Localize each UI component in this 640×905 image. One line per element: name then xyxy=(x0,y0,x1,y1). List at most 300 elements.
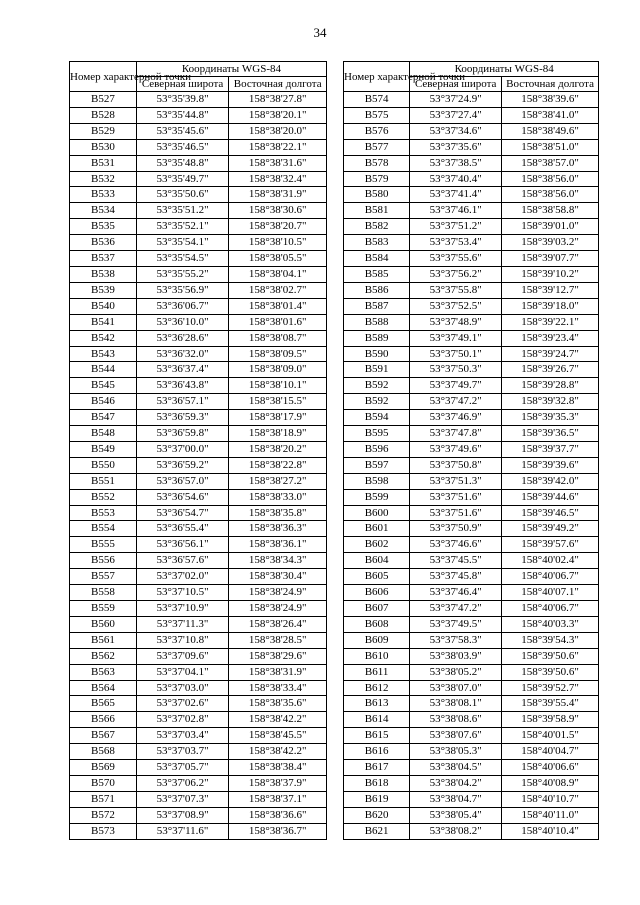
point-number-cell: B576 xyxy=(344,123,410,139)
point-number-cell: B574 xyxy=(344,92,410,108)
point-number-cell: B602 xyxy=(344,537,410,553)
longitude-cell: 158°38'29.6" xyxy=(229,648,327,664)
latitude-cell: 53°37'46.6" xyxy=(410,537,502,553)
latitude-cell: 53°37'40.4" xyxy=(410,171,502,187)
longitude-cell: 158°39'18.0" xyxy=(502,298,599,314)
latitude-cell: 53°36'57.1" xyxy=(136,394,229,410)
point-number-cell: B595 xyxy=(344,426,410,442)
table-row xyxy=(344,410,599,426)
latitude-cell: 53°38'08.2" xyxy=(410,823,502,839)
point-number-cell: B558 xyxy=(70,585,137,601)
point-number-cell: B562 xyxy=(70,648,137,664)
latitude-cell: 53°37'52.5" xyxy=(410,298,502,314)
table-row xyxy=(344,203,599,219)
latitude-cell: 53°37'11.3" xyxy=(136,616,229,632)
point-number-cell: B600 xyxy=(344,505,410,521)
table-row xyxy=(70,187,327,203)
point-number-cell: B557 xyxy=(70,569,137,585)
latitude-cell: 53°37'00.0" xyxy=(136,441,229,457)
latitude-cell: 53°35'39.8" xyxy=(136,92,229,108)
latitude-cell: 53°37'46.9" xyxy=(410,410,502,426)
table-row xyxy=(344,139,599,155)
table-row xyxy=(344,585,599,601)
longitude-cell: 158°39'57.6" xyxy=(502,537,599,553)
table-row xyxy=(70,696,327,712)
point-number-cell: B565 xyxy=(70,696,137,712)
longitude-cell: 158°40'07.1" xyxy=(502,585,599,601)
point-number-cell: B528 xyxy=(70,107,137,123)
point-number-cell: B604 xyxy=(344,553,410,569)
table-row xyxy=(70,473,327,489)
latitude-cell: 53°36'43.8" xyxy=(136,378,229,394)
latitude-cell: 53°35'48.8" xyxy=(136,155,229,171)
table-row xyxy=(70,123,327,139)
table-row xyxy=(70,426,327,442)
longitude-cell: 158°38'24.9" xyxy=(229,601,327,617)
longitude-cell: 158°38'49.6" xyxy=(502,123,599,139)
point-number-cell: B561 xyxy=(70,632,137,648)
longitude-cell: 158°39'49.2" xyxy=(502,521,599,537)
latitude-cell: 53°37'41.4" xyxy=(410,187,502,203)
point-number-cell: B542 xyxy=(70,330,137,346)
table-row xyxy=(70,282,327,298)
latitude-cell: 53°35'44.8" xyxy=(136,107,229,123)
table-row xyxy=(70,362,327,378)
longitude-cell: 158°38'27.2" xyxy=(229,473,327,489)
longitude-cell: 158°38'36.6" xyxy=(229,807,327,823)
point-number-cell: B536 xyxy=(70,235,137,251)
longitude-cell: 158°38'30.4" xyxy=(229,569,327,585)
table-row xyxy=(344,632,599,648)
point-column-header: Номер характерной точки xyxy=(70,62,137,92)
point-number-cell: B551 xyxy=(70,473,137,489)
point-number-cell: B596 xyxy=(344,441,410,457)
latitude-cell: 53°37'49.5" xyxy=(410,616,502,632)
longitude-cell: 158°38'20.2" xyxy=(229,441,327,457)
longitude-cell: 158°39'01.0" xyxy=(502,219,599,235)
point-number-cell: B548 xyxy=(70,426,137,442)
latitude-cell: 53°36'57.6" xyxy=(136,553,229,569)
point-number-cell: B605 xyxy=(344,569,410,585)
table-row xyxy=(70,378,327,394)
table-row xyxy=(344,712,599,728)
latitude-cell: 53°37'11.6" xyxy=(136,823,229,839)
point-number-cell: B546 xyxy=(70,394,137,410)
point-number-cell: B598 xyxy=(344,473,410,489)
table-row xyxy=(70,489,327,505)
point-number-cell: B594 xyxy=(344,410,410,426)
latitude-cell: 53°38'05.3" xyxy=(410,744,502,760)
longitude-cell: 158°38'38.4" xyxy=(229,760,327,776)
point-number-cell: B587 xyxy=(344,298,410,314)
table-body xyxy=(344,92,599,840)
latitude-cell: 53°37'46.1" xyxy=(410,203,502,219)
longitude-cell: 158°38'35.6" xyxy=(229,696,327,712)
table-row xyxy=(344,489,599,505)
point-number-cell: B527 xyxy=(70,92,137,108)
latitude-cell: 53°37'58.3" xyxy=(410,632,502,648)
latitude-cell: 53°37'53.4" xyxy=(410,235,502,251)
longitude-cell: 158°38'31.6" xyxy=(229,155,327,171)
table-row xyxy=(344,537,599,553)
point-number-cell: B554 xyxy=(70,521,137,537)
point-number-cell: B610 xyxy=(344,648,410,664)
point-number-cell: B581 xyxy=(344,203,410,219)
table-row xyxy=(344,823,599,839)
table-row xyxy=(70,616,327,632)
latitude-cell: 53°37'49.6" xyxy=(410,441,502,457)
point-number-cell: B573 xyxy=(70,823,137,839)
point-number-cell: B552 xyxy=(70,489,137,505)
point-number-cell: B556 xyxy=(70,553,137,569)
longitude-cell: 158°39'44.6" xyxy=(502,489,599,505)
point-number-cell: B609 xyxy=(344,632,410,648)
point-number-cell: B571 xyxy=(70,791,137,807)
latitude-cell: 53°37'55.8" xyxy=(410,282,502,298)
point-number-cell: B612 xyxy=(344,680,410,696)
longitude-cell: 158°39'37.7" xyxy=(502,441,599,457)
point-number-cell: B616 xyxy=(344,744,410,760)
table-row xyxy=(344,266,599,282)
latitude-cell: 53°35'55.2" xyxy=(136,266,229,282)
longitude-cell: 158°38'57.0" xyxy=(502,155,599,171)
longitude-cell: 158°38'15.5" xyxy=(229,394,327,410)
longitude-cell: 158°38'09.5" xyxy=(229,346,327,362)
longitude-cell: 158°39'36.5" xyxy=(502,426,599,442)
longitude-cell: 158°38'09.0" xyxy=(229,362,327,378)
point-number-cell: B599 xyxy=(344,489,410,505)
longitude-cell: 158°38'36.1" xyxy=(229,537,327,553)
longitude-cell: 158°38'36.7" xyxy=(229,823,327,839)
table-row xyxy=(344,664,599,680)
table-row xyxy=(344,553,599,569)
point-number-cell: B550 xyxy=(70,457,137,473)
table-row xyxy=(70,441,327,457)
table-row xyxy=(70,744,327,760)
table-row xyxy=(70,823,327,839)
table-row xyxy=(70,219,327,235)
point-number-cell: B620 xyxy=(344,807,410,823)
point-number-cell: B590 xyxy=(344,346,410,362)
longitude-cell: 158°39'50.6" xyxy=(502,648,599,664)
latitude-cell: 53°37'34.6" xyxy=(410,123,502,139)
latitude-cell: 53°37'50.1" xyxy=(410,346,502,362)
longitude-cell: 158°40'03.3" xyxy=(502,616,599,632)
latitude-cell: 53°36'28.6" xyxy=(136,330,229,346)
table-row xyxy=(344,282,599,298)
point-number-cell: B613 xyxy=(344,696,410,712)
latitude-cell: 53°36'32.0" xyxy=(136,346,229,362)
longitude-cell: 158°38'51.0" xyxy=(502,139,599,155)
table-row xyxy=(70,314,327,330)
longitude-cell: 158°39'52.7" xyxy=(502,680,599,696)
longitude-cell: 158°38'01.4" xyxy=(229,298,327,314)
latitude-cell: 53°37'03.4" xyxy=(136,728,229,744)
point-number-cell: B533 xyxy=(70,187,137,203)
longitude-cell: 158°38'39.6" xyxy=(502,92,599,108)
table-row xyxy=(344,744,599,760)
latitude-cell: 53°35'54.1" xyxy=(136,235,229,251)
table-row xyxy=(70,171,327,187)
table-row xyxy=(70,585,327,601)
point-number-cell: B585 xyxy=(344,266,410,282)
latitude-cell: 53°37'06.2" xyxy=(136,775,229,791)
longitude-cell: 158°38'10.1" xyxy=(229,378,327,394)
table-row xyxy=(344,473,599,489)
longitude-cell: 158°40'08.9" xyxy=(502,775,599,791)
table-row xyxy=(70,155,327,171)
longitude-cell: 158°39'32.8" xyxy=(502,394,599,410)
longitude-cell: 158°38'30.6" xyxy=(229,203,327,219)
point-number-cell: B530 xyxy=(70,139,137,155)
latitude-cell: 53°37'05.7" xyxy=(136,760,229,776)
point-number-cell: B560 xyxy=(70,616,137,632)
longitude-cell: 158°38'42.2" xyxy=(229,712,327,728)
latitude-cell: 53°37'47.2" xyxy=(410,601,502,617)
point-number-cell: B532 xyxy=(70,171,137,187)
point-number-cell: B545 xyxy=(70,378,137,394)
latitude-cell: 53°36'37.4" xyxy=(136,362,229,378)
longitude-cell: 158°38'18.9" xyxy=(229,426,327,442)
latitude-cell: 53°35'52.1" xyxy=(136,219,229,235)
longitude-cell: 158°40'06.6" xyxy=(502,760,599,776)
coordinates-table-left xyxy=(69,61,327,840)
latitude-cell: 53°36'57.0" xyxy=(136,473,229,489)
longitude-cell: 158°38'08.7" xyxy=(229,330,327,346)
table-row xyxy=(70,648,327,664)
table-row xyxy=(344,362,599,378)
latitude-cell: 53°36'54.6" xyxy=(136,489,229,505)
longitude-cell: 158°40'01.5" xyxy=(502,728,599,744)
table-row xyxy=(70,728,327,744)
point-number-cell: B588 xyxy=(344,314,410,330)
table-row xyxy=(70,521,327,537)
point-number-cell: B541 xyxy=(70,314,137,330)
latitude-cell: 53°37'50.9" xyxy=(410,521,502,537)
latitude-cell: 53°38'05.2" xyxy=(410,664,502,680)
longitude-cell: 158°38'20.0" xyxy=(229,123,327,139)
longitude-cell: 158°39'39.6" xyxy=(502,457,599,473)
point-number-cell: B608 xyxy=(344,616,410,632)
latitude-cell: 53°37'49.7" xyxy=(410,378,502,394)
table-row xyxy=(70,394,327,410)
table-row xyxy=(344,378,599,394)
table-row xyxy=(344,92,599,108)
latitude-cell: 53°37'24.9" xyxy=(410,92,502,108)
longitude-cell: 158°38'10.5" xyxy=(229,235,327,251)
latitude-cell: 53°38'04.5" xyxy=(410,760,502,776)
longitude-cell: 158°40'02.4" xyxy=(502,553,599,569)
longitude-cell: 158°38'24.9" xyxy=(229,585,327,601)
table-body xyxy=(70,92,327,840)
point-number-cell: B586 xyxy=(344,282,410,298)
table-row xyxy=(344,521,599,537)
longitude-cell: 158°40'06.7" xyxy=(502,601,599,617)
longitude-cell: 158°39'55.4" xyxy=(502,696,599,712)
point-number-cell: B606 xyxy=(344,585,410,601)
latitude-cell: 53°38'04.7" xyxy=(410,791,502,807)
longitude-cell: 158°39'23.4" xyxy=(502,330,599,346)
table-row xyxy=(344,680,599,696)
latitude-cell: 53°37'27.4" xyxy=(410,107,502,123)
longitude-cell: 158°38'58.8" xyxy=(502,203,599,219)
table-row xyxy=(344,187,599,203)
longitude-cell: 158°38'20.1" xyxy=(229,107,327,123)
longitude-cell: 158°39'03.2" xyxy=(502,235,599,251)
table-row xyxy=(344,807,599,823)
table-row xyxy=(344,123,599,139)
table-row xyxy=(70,457,327,473)
point-number-cell: B538 xyxy=(70,266,137,282)
table-row xyxy=(70,298,327,314)
table-row xyxy=(70,251,327,267)
longitude-cell: 158°40'04.7" xyxy=(502,744,599,760)
latitude-cell: 53°37'10.8" xyxy=(136,632,229,648)
point-number-cell: B591 xyxy=(344,362,410,378)
latitude-cell: 53°37'07.3" xyxy=(136,791,229,807)
point-number-cell: B582 xyxy=(344,219,410,235)
point-number-cell: B539 xyxy=(70,282,137,298)
point-number-cell: B584 xyxy=(344,251,410,267)
latitude-cell: 53°36'55.4" xyxy=(136,521,229,537)
point-number-cell: B592 xyxy=(344,394,410,410)
longitude-cell: 158°39'07.7" xyxy=(502,251,599,267)
latitude-cell: 53°37'45.5" xyxy=(410,553,502,569)
table-row xyxy=(344,601,599,617)
latitude-cell: 53°35'54.5" xyxy=(136,251,229,267)
table-row xyxy=(344,728,599,744)
longitude-cell: 158°40'10.4" xyxy=(502,823,599,839)
longitude-cell: 158°40'10.7" xyxy=(502,791,599,807)
point-number-cell: B583 xyxy=(344,235,410,251)
longitude-cell: 158°38'37.1" xyxy=(229,791,327,807)
table-row xyxy=(344,426,599,442)
longitude-cell: 158°38'42.2" xyxy=(229,744,327,760)
longitude-cell: 158°38'36.3" xyxy=(229,521,327,537)
table-row xyxy=(344,760,599,776)
point-number-cell: B615 xyxy=(344,728,410,744)
longitude-cell: 158°38'41.0" xyxy=(502,107,599,123)
latitude-cell: 53°38'07.0" xyxy=(410,680,502,696)
point-number-cell: B614 xyxy=(344,712,410,728)
table-row xyxy=(70,537,327,553)
table-row xyxy=(70,664,327,680)
point-number-cell: B607 xyxy=(344,601,410,617)
latitude-cell: 53°37'08.9" xyxy=(136,807,229,823)
latitude-cell: 53°38'07.6" xyxy=(410,728,502,744)
latitude-cell: 53°38'08.6" xyxy=(410,712,502,728)
latitude-cell: 53°38'08.1" xyxy=(410,696,502,712)
latitude-cell: 53°36'56.1" xyxy=(136,537,229,553)
table-row xyxy=(344,696,599,712)
point-number-cell: B619 xyxy=(344,791,410,807)
latitude-cell: 53°38'05.4" xyxy=(410,807,502,823)
table-row xyxy=(70,712,327,728)
table-row xyxy=(344,314,599,330)
point-number-cell: B579 xyxy=(344,171,410,187)
latitude-cell: 53°37'35.6" xyxy=(410,139,502,155)
latitude-cell: 53°37'45.8" xyxy=(410,569,502,585)
point-number-cell: B592 xyxy=(344,378,410,394)
table-row xyxy=(344,330,599,346)
longitude-cell: 158°40'06.7" xyxy=(502,569,599,585)
point-number-cell: B580 xyxy=(344,187,410,203)
longitude-column-header: Восточная долгота xyxy=(229,77,327,92)
longitude-cell: 158°38'04.1" xyxy=(229,266,327,282)
latitude-cell: 53°35'51.2" xyxy=(136,203,229,219)
table-row xyxy=(344,569,599,585)
table-row xyxy=(344,394,599,410)
longitude-cell: 158°38'22.8" xyxy=(229,457,327,473)
point-column-header: Номер характерной точки xyxy=(344,62,410,92)
table-row xyxy=(70,680,327,696)
longitude-cell: 158°38'45.5" xyxy=(229,728,327,744)
longitude-cell: 158°38'05.5" xyxy=(229,251,327,267)
longitude-cell: 158°40'11.0" xyxy=(502,807,599,823)
table-row xyxy=(344,505,599,521)
longitude-cell: 158°38'17.9" xyxy=(229,410,327,426)
table-row xyxy=(344,441,599,457)
point-number-cell: B589 xyxy=(344,330,410,346)
table-row xyxy=(344,346,599,362)
point-number-cell: B568 xyxy=(70,744,137,760)
table-row xyxy=(70,553,327,569)
table-row xyxy=(344,155,599,171)
longitude-cell: 158°38'26.4" xyxy=(229,616,327,632)
longitude-cell: 158°38'56.0" xyxy=(502,187,599,203)
point-number-cell: B578 xyxy=(344,155,410,171)
longitude-cell: 158°39'54.3" xyxy=(502,632,599,648)
longitude-cell: 158°39'42.0" xyxy=(502,473,599,489)
table-row xyxy=(70,569,327,585)
table-row xyxy=(70,775,327,791)
latitude-cell: 53°37'46.4" xyxy=(410,585,502,601)
point-number-cell: B601 xyxy=(344,521,410,537)
longitude-cell: 158°39'46.5" xyxy=(502,505,599,521)
point-number-cell: B531 xyxy=(70,155,137,171)
point-number-cell: B547 xyxy=(70,410,137,426)
longitude-cell: 158°38'01.6" xyxy=(229,314,327,330)
point-number-cell: B621 xyxy=(344,823,410,839)
table-row xyxy=(344,457,599,473)
latitude-cell: 53°35'56.9" xyxy=(136,282,229,298)
point-number-cell: B566 xyxy=(70,712,137,728)
longitude-cell: 158°39'50.6" xyxy=(502,664,599,680)
longitude-cell: 158°39'28.8" xyxy=(502,378,599,394)
latitude-cell: 53°37'50.3" xyxy=(410,362,502,378)
longitude-cell: 158°38'34.3" xyxy=(229,553,327,569)
point-number-cell: B572 xyxy=(70,807,137,823)
table-row xyxy=(344,235,599,251)
longitude-cell: 158°38'33.0" xyxy=(229,489,327,505)
table-row xyxy=(70,235,327,251)
point-number-cell: B567 xyxy=(70,728,137,744)
latitude-cell: 53°37'47.8" xyxy=(410,426,502,442)
latitude-cell: 53°38'03.9" xyxy=(410,648,502,664)
point-number-cell: B575 xyxy=(344,107,410,123)
latitude-cell: 53°37'56.2" xyxy=(410,266,502,282)
latitude-cell: 53°37'49.1" xyxy=(410,330,502,346)
latitude-cell: 53°37'09.6" xyxy=(136,648,229,664)
latitude-cell: 53°37'51.2" xyxy=(410,219,502,235)
table-row xyxy=(344,107,599,123)
coords-group-header: Координаты WGS-84 xyxy=(136,62,326,77)
table-row xyxy=(344,298,599,314)
latitude-cell: 53°35'50.6" xyxy=(136,187,229,203)
longitude-cell: 158°38'31.9" xyxy=(229,187,327,203)
table-row xyxy=(70,632,327,648)
table-row xyxy=(70,601,327,617)
